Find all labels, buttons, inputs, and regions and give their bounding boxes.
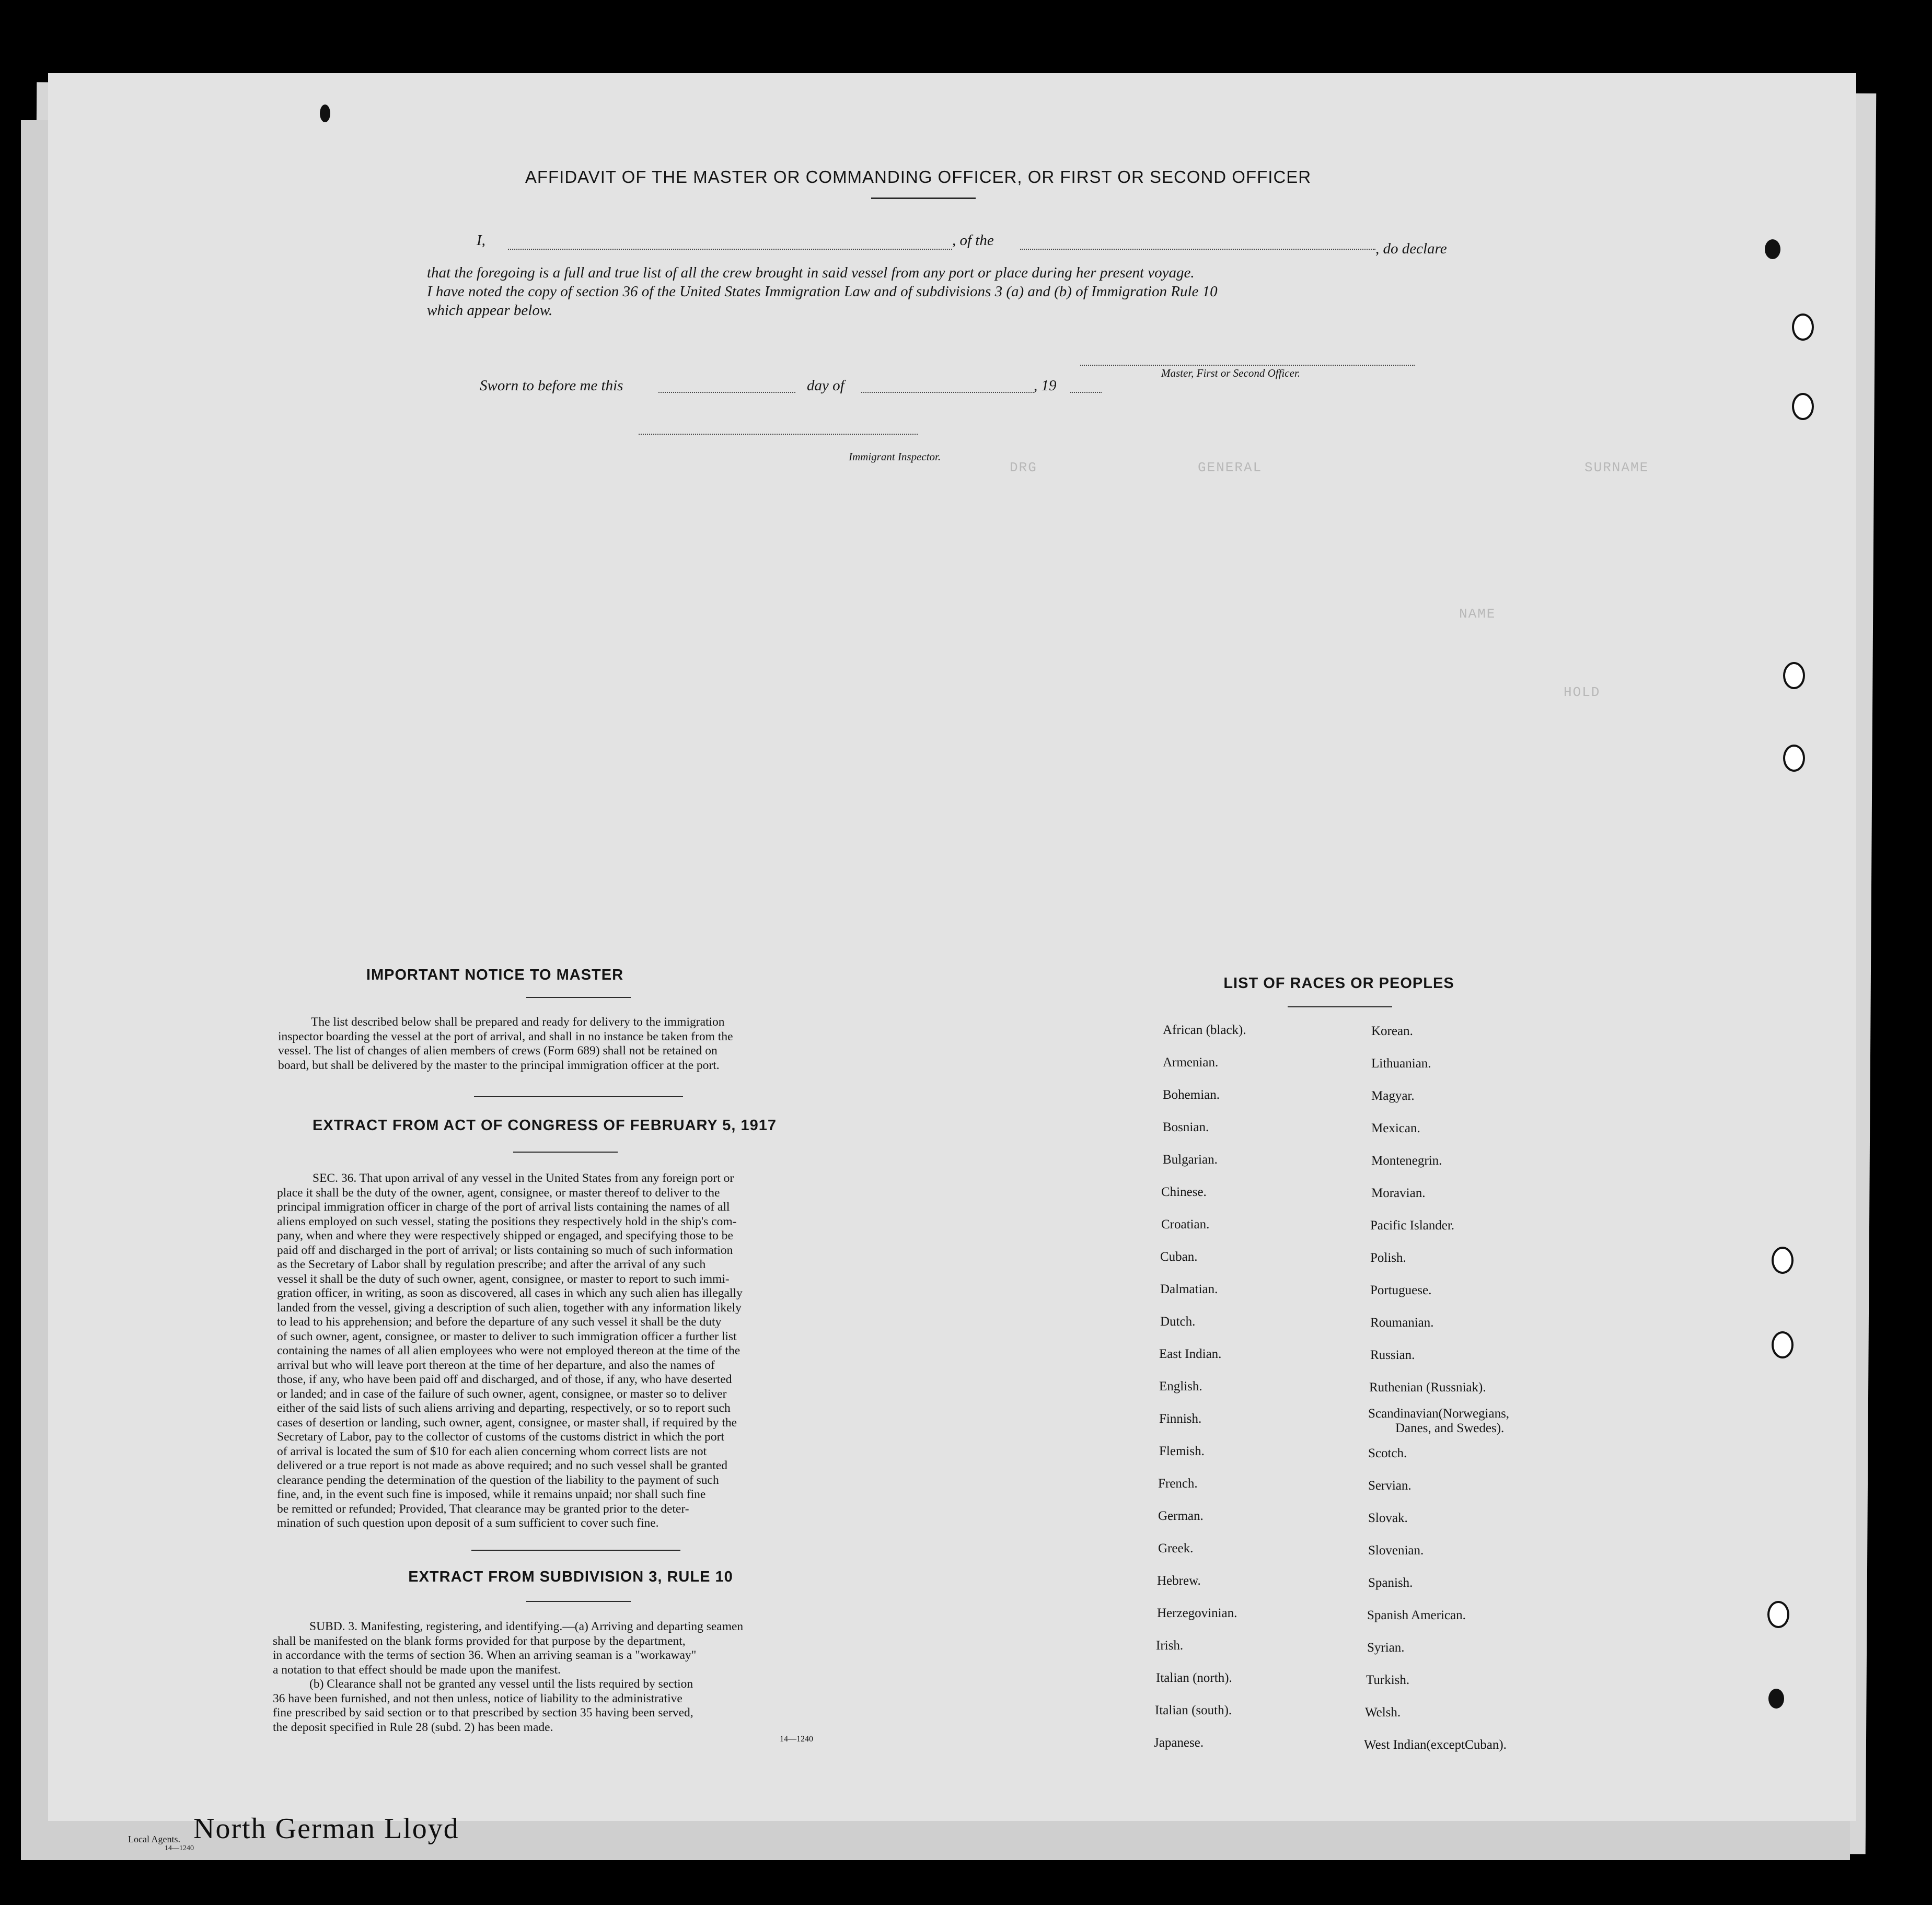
affidavit-line3: I have noted the copy of section 36 of the United States Immigration Law and of subdivisions 3 (a) and (b) of Immigration Rule 10	[427, 283, 1218, 300]
punch-mark	[1765, 239, 1780, 259]
race-item: Hebrew.	[1157, 1574, 1201, 1588]
race-item: Irish.	[1156, 1639, 1184, 1653]
race-item: Dutch.	[1160, 1315, 1196, 1329]
punch-hole	[1772, 1247, 1794, 1274]
race-item: Moravian.	[1371, 1186, 1426, 1200]
sworn-month-blank[interactable]	[861, 392, 1034, 393]
race-item: Italian (south).	[1155, 1703, 1232, 1717]
race-item: English.	[1159, 1379, 1202, 1393]
rule-rule	[526, 1601, 631, 1602]
race-item: Portuguese.	[1370, 1283, 1432, 1297]
lloyd-heading: North German Lloyd	[193, 1813, 459, 1845]
race-item: Slovak.	[1368, 1511, 1408, 1525]
punch-mark	[320, 104, 330, 122]
race-item: Syrian.	[1367, 1641, 1405, 1655]
punch-hole	[1783, 662, 1805, 689]
race-item: African (black).	[1163, 1023, 1246, 1037]
race-item: Dalmatian.	[1160, 1282, 1218, 1296]
punch-mark	[1768, 1689, 1784, 1709]
race-item: Flemish.	[1159, 1444, 1205, 1458]
races-rule	[1288, 1006, 1392, 1007]
inspector-label: Immigrant Inspector.	[849, 450, 941, 463]
sworn-day-blank[interactable]	[658, 392, 795, 393]
race-item: Scotch.	[1368, 1446, 1407, 1460]
rule-heading: EXTRACT FROM SUBDIVISION 3, RULE 10	[408, 1569, 733, 1585]
race-item: Bosnian.	[1163, 1120, 1209, 1134]
inspector-signature-blank[interactable]	[639, 434, 918, 435]
form-number: 14—1240	[780, 1735, 813, 1744]
punch-hole	[1792, 393, 1814, 420]
race-item: Scandinavian(Norwegians,	[1368, 1407, 1510, 1421]
race-item: Korean.	[1371, 1024, 1413, 1038]
affidavit-of-the: , of the	[952, 232, 994, 249]
underlying-sheet-footer	[73, 1812, 648, 1854]
sworn-year-blank[interactable]	[1070, 392, 1102, 393]
race-item: Russian.	[1370, 1348, 1415, 1362]
race-item: Welsh.	[1365, 1705, 1401, 1720]
act-separator	[471, 1550, 680, 1551]
affidavit-declare: , do declare	[1375, 240, 1447, 257]
race-item: Danes, and Swedes).	[1395, 1421, 1505, 1435]
race-item: Slovenian.	[1368, 1543, 1424, 1558]
local-agents: Local Agents.	[128, 1834, 180, 1844]
race-item: Turkish.	[1366, 1673, 1410, 1687]
notice-rule	[526, 997, 631, 998]
races-heading: LIST OF RACES OR PEOPLES	[1223, 975, 1454, 992]
act-heading: EXTRACT FROM ACT OF CONGRESS OF FEBRUARY 5, 1917	[312, 1117, 777, 1134]
race-item: West Indian(exceptCuban).	[1364, 1738, 1507, 1752]
sworn-day-of: day of	[807, 377, 844, 394]
notice-text: The list described below shall be prepared and ready for delivery to the immigration inspector boarding the vessel at the port of arrival, and shall in no instance be taken from the vessel. The list of changes of alien members of crews (Form 689) shall not be retained on board, but shall be delivered by the master to the principal immigration officer at the port.	[278, 1015, 733, 1072]
race-item: Lithuanian.	[1371, 1056, 1431, 1071]
race-item: Croatian.	[1161, 1217, 1210, 1232]
race-item: Magyar.	[1371, 1089, 1415, 1103]
name-blank[interactable]	[508, 249, 952, 250]
race-item: Polish.	[1370, 1251, 1406, 1265]
race-item: Montenegrin.	[1371, 1154, 1442, 1168]
race-item: Italian (north).	[1156, 1671, 1232, 1685]
punch-hole	[1767, 1601, 1789, 1628]
race-item: Bulgarian.	[1163, 1153, 1218, 1167]
affidavit-i: I,	[477, 232, 485, 249]
act-text: SEC. 36. That upon arrival of any vessel in the United States from any foreign port or place it shall be the duty of the owner, agent, consignee, or master thereof to deliver to the principal immigration officer in charge of the port of arrival lists containing the names of all aliens employed on such vessel, stating the positions they respectively hold in the ship's com- pany, when and where they were respectively shipped or engaged, and specifying those to be paid off and discharged in the port of arrival; or lists containing so much of such information as the Secretary of Labor shall by regulation prescribe; and after the arrival of any such vessel it shall be the duty of such owner, agent, consignee, or master to report to such immi- gration officer, in writing, as soon as discovered, all cases in which any such alien has illegally landed from the vessel, giving a description of such alien, together with any information likely to lead to his apprehension; and before the departure of any such vessel it shall be the duty of such owner, agent, consignee, or master to deliver to such immigration officer a further list containing the names of all alien employees who were not employed thereon at the time of the arrival but who will leave port thereon at the time of her departure, and also the names of those, if any, who have been paid off and discharged, and of those, if any, who have deserted or landed; and in case of the failure of such owner, agent, consignee, or master so to deliver either of the said lists of such aliens arriving and departing, respectively, or so to report such cases of desertion or landing, such owner, agent, consignee, or master shall, if required by the Secretary of Labor, pay to the collector of customs of the customs district in which the port of arrival is located the sum of $10 for each alien concerning whom correct lists are not delivered or a true report is not made as above required; and no such vessel shall be granted clearance pending the determination of the question of the liability to the payment of such fine, and, in the event such fine is imposed, while it remains unpaid; nor shall such fine be remitted or refunded; Provided, That clearance may be granted prior to the deter- mination of such question upon deposit of a sum sufficient to cover such fine.	[277, 1171, 743, 1530]
master-signature-label: Master, First or Second Officer.	[1161, 367, 1300, 379]
race-item: Herzegovinian.	[1157, 1606, 1237, 1620]
affidavit-page: SURNAME NAME HOLD DRG GENERAL AFFIDAVIT OF THE MASTER OR COMMANDING OFFICER, OR FIRST OR SECOND OFFICER I, , of the , do declare that the foregoing is a full and true list of all the crew brought in said vessel from any port or place during her present voyage. I have noted the copy of section 36 of the United States Immigration Law and of subdivisions 3 (a) and (b) of Immigration Rule 10 which appear below. Master, First or Second Officer. Sworn to before me this day of , 19 Immigrant Inspector. IMPORTANT NOTICE TO MASTER The list described below shall be prepared and ready for delivery to the immigration inspector boarding the vessel at the port of arrival, and shall in no instance be taken from the vessel. The list of changes of alien members of crews (Form 689) shall not be retained on board, but shall be delivered by the master to the principal immigration officer at the port. EXTRACT FROM ACT OF CONGRESS OF FEBRUARY 5, 1917 SEC. 36. That upon arrival of any vessel in the United States from any foreign port or place it shall be the duty of the owner, agent, consignee, or master thereof to deliver to the principal immigration officer in charge of the port of arrival lists containing the names of all aliens employed on such vessel, stating the positions they respectively hold in the ship's com- pany, when and where they were respectively shipped or engaged, and specifying those to be paid off and discharged in the port of arrival; or lists containing so much of such information as the Secretary of Labor shall by regulation prescribe; and after the arrival of any such vessel it shall be the duty of such owner, agent, consignee, or master to report to such immi- gration officer, in writing, as soon as discovered, all cases in which any such alien has illegally landed from the vessel, giving a description of such alien, together with any information likely to lead to his apprehension; and before the departure of any such vessel it shall be the duty of such owner, agent, consignee, or master to deliver to such immigration officer a further list containing the names of all alien employees who were not employed thereon at the time of the arrival but who will leave port thereon at the time of her departure, and also the names of those, if any, who have been paid off and discharged, and of those, if any, who have deserted or landed; and in case of the failure of such owner, agent, consignee, or master so to deliver either of the said lists of such aliens arriving and departing, respectively, or so to report such cases of desertion or landing, such owner, agent, consignee, or master shall, if required by the Secretary of Labor, pay to the collector of customs of the customs district in which the port of arrival is located the sum of $10 for each alien concerning whom correct lists are not delivered or a true report is not made as above required; and no such vessel shall be granted clearance pending the determination of the question of the liability to the payment of such fine, and, in the event such fine is imposed, while it remains unpaid; nor shall such fine be remitted or refunded; Provided, That clearance may be granted prior to the deter- mination of such question upon deposit of a sum sufficient to cover such fine. EXTRACT FROM SUBDIVISION 3, RULE 10 SUBD. 3. Manifesting, registering, and identifying.—(a) Arriving and departing seamen shall be manifested on the blank forms provided for that purpose by the department, in accordance with the terms of section 36. When an arriving seaman is a "workaway" a notation to that effect should be made upon the manifest. (b) Clearance shall not be granted any vessel until the lists required by section 36 have been furnished, and not then unless, notice of liability to the administrative fine prescribed by said section or to that prescribed by section 35 having been served, the deposit specified in Rule 28 (subd. 2) has been made. 14—1240 LIST OF RACES OR PEOPLES African (black). Armenian. Bohemian. Bosnian. Bulgarian. Chinese. Croatian. Cuban. Dalmatian. Dutch. East Indian. English. Finnish. Flemish. French. German. Greek. Hebrew. Herzegovinian. Irish. Italian (north). Italian (south). Japanese. Korean. Lithuanian. Magyar. Mexican. Montenegrin. Moravian. Pacific Islander. Polish. Portuguese. Roumanian. Russian. Ruthenian (Russniak). Scandinavian(Norwegians, Danes, and Swedes). Scotch. Servian. Slovak. Slovenian. Spanish. Spanish American. Syrian. Turkish. Welsh. West Indian(exceptCuban).	[48, 73, 1856, 1821]
race-item: German.	[1158, 1509, 1204, 1523]
race-item: Cuban.	[1160, 1250, 1198, 1264]
race-item: East Indian.	[1159, 1347, 1222, 1361]
rule-text: SUBD. 3. Manifesting, registering, and identifying.—(a) Arriving and departing seamen shall be manifested on the blank forms provided for that purpose by the department, in accordance with the terms of section 36. When an arriving seaman is a "workaway" a notation to that effect should be made upon the manifest. (b) Clearance shall not be granted any vessel until the lists required by section 36 have been furnished, and not then unless, notice of liability to the administrative fine prescribed by said section or to that prescribed by section 35 having been served, the deposit specified in Rule 28 (subd. 2) has been made.	[273, 1620, 744, 1734]
punch-hole	[1792, 313, 1814, 341]
bottom-form-number: 14—1240	[165, 1844, 194, 1852]
master-signature-blank[interactable]	[1080, 365, 1415, 366]
race-item: Chinese.	[1161, 1185, 1207, 1199]
race-item: Roumanian.	[1370, 1316, 1434, 1330]
race-item: Servian.	[1368, 1479, 1412, 1493]
race-item: Greek.	[1158, 1541, 1194, 1555]
race-item: Bohemian.	[1163, 1088, 1220, 1102]
race-item: French.	[1158, 1477, 1198, 1491]
notice-separator	[474, 1096, 683, 1097]
affidavit-line4: which appear below.	[427, 302, 553, 319]
race-item: Pacific Islander.	[1370, 1218, 1455, 1233]
title-rule	[871, 198, 976, 199]
notice-heading: IMPORTANT NOTICE TO MASTER	[366, 967, 624, 983]
race-item: Japanese.	[1154, 1736, 1204, 1750]
race-item: Finnish.	[1159, 1412, 1202, 1426]
affidavit-line2: that the foregoing is a full and true list of all the crew brought in said vessel from any port or place during her present voyage.	[427, 264, 1195, 281]
race-item: Ruthenian (Russniak).	[1369, 1380, 1486, 1395]
race-item: Mexican.	[1371, 1121, 1420, 1135]
act-rule	[513, 1152, 618, 1153]
sworn-prefix: Sworn to before me this	[480, 377, 623, 394]
race-item: Spanish.	[1368, 1576, 1413, 1590]
race-item: Spanish American.	[1367, 1608, 1466, 1622]
race-item: Armenian.	[1163, 1055, 1219, 1070]
sworn-year: , 19	[1034, 377, 1057, 394]
punch-hole	[1772, 1331, 1794, 1358]
punch-hole	[1783, 745, 1805, 772]
vessel-blank[interactable]	[1020, 249, 1375, 250]
affidavit-title: AFFIDAVIT OF THE MASTER OR COMMANDING OFFICER, OR FIRST OR SECOND OFFICER	[525, 167, 1312, 187]
